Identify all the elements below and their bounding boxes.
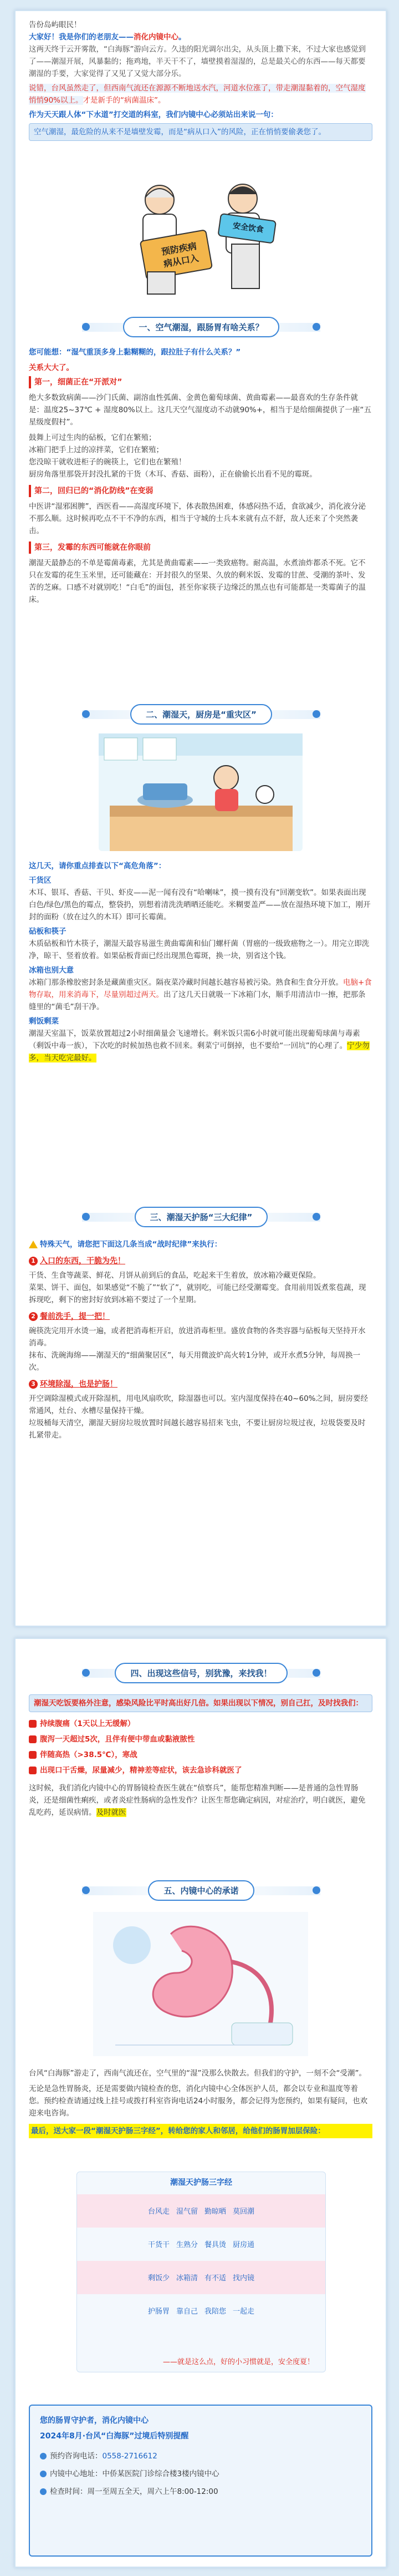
footer-line1: 您的肠胃守护者，消化内镜中心 [40,2416,149,2425]
poem-row [77,2194,325,2228]
intro-block [29,19,372,141]
number-2-icon: 2 [29,1312,38,1321]
poem-phrase: 餐具烫 [204,2241,227,2249]
greeting: 告份岛屿眼民！ [29,21,81,29]
symptom-icon [29,1767,37,1774]
section-2-title: 二、潮湿天，厨房是“重灾区” [82,702,320,726]
section-2-body [29,860,372,1064]
section-1-sub1-title: 第一，细菌正在“开派对” [29,376,372,388]
section-1-sub2-p1: 中医讲“湿邪困脾”，西医看——高湿度环境下，体表散热困难，体感闷热不适，食欲减少，消化液分泌不那么顺。这时候再吃点不干不净的东西，相当于守城的士兵本来就有点不舒，敌人还来了个突然袭击。 [29,502,366,535]
section-4-body [29,1694,372,1819]
poem-phrase: 我陪您 [204,2307,227,2316]
poem-row [77,2261,325,2294]
location-icon [40,2471,47,2477]
section-3-r3-title: 3 环境除湿，也是护肠！ [29,1378,372,1390]
symptom-2: 腹泻一天超过5次，且伴有便中带血或黏液脓性 [29,1733,372,1745]
endoscopy-illustration-svg [93,1912,308,2056]
intro-highlight-risk: 空气潮湿，最危险的从来不是墙壁发霉，而是“病从口入”的风险，正在悄悄要偷袭您了。 [29,123,372,141]
section-3-r1-p1: 干货、生食等蔬菜、鲜花、月饼从前到后的食品，吃起来干生着放，放冰箱冷藏更保险。 [29,1271,321,1280]
intro-paragraph: 这两天终于云开雾散，“白海豚”游向云方。久违的阳光调尔出尖，从头顶上撒下来，不过大家也感觉到了——潮湿开展，风暴黏的；拖鸡地，半天干不了，墙壁摸着湿湿的，总是最关心的东西——每天都要潮湿的手要，大家觉得了又见了又觉大部分乐。 [29,45,366,78]
poem-phrase: 找内镜 [233,2274,255,2283]
symptom-icon [29,1720,37,1728]
poem-block [76,2172,326,2372]
poem-rows [77,2194,325,2327]
article-card-second [14,1638,387,2568]
section-1-sub1-p3: 冰箱门把手上过的凉拌菜，它们在繁殖； [29,446,163,454]
section-3-r2-p2: 抹布、洗碗海绵——潮湿天的“细菌聚居区”，每天用微波炉高火转1分钟，或开水煮5分钟，每周换一次。 [29,1351,361,1372]
section-3-r3-p2: 垃圾桶每天清空，潮湿天厨房垃圾放置时间越长越容易招来飞虫，不要让厨房垃圾过夜，垃圾袋要及时扎紧带走。 [29,1419,366,1440]
intro-hello: 大家好！我是你们的老朋友——消化内镜中心。 [29,33,186,42]
section-3-lead: 特殊天气，请您把下面这几条当成“战时纪律”来执行： [29,1238,372,1251]
section-2-h2: 砧板和筷子 [29,927,66,936]
section-4-p1: 这时候，我们消化内镜中心的胃肠镜检查医生就在“侦察兵”，能帮您精准判断——是普通的急性胃肠炎，还是细菌性痢疾，或者炎症性肠病的急性发作？让医生帮您确定病因，对症治疗，明白就医，避免乱吃药，延误病情。及时就医 [29,1784,366,1817]
section-1-sub1-p5: 厨房角落里那袋开封没扎紧的干货（木耳、香菇、面粉），正在偷偷长出看不见的霉斑。 [29,470,317,479]
illustration-kitchen [99,733,303,851]
intro-highlight-dept: 作为天天跟人体“下水道”打交道的科室，我们内镜中心必须站出来说一句： [29,110,278,119]
article-card-main [14,10,387,1627]
phone-icon [40,2453,47,2459]
footer-phone[interactable]: 预约咨询电话：0558-2716612 [40,2450,361,2462]
poem-row [77,2294,325,2327]
number-1-icon: 1 [29,1257,38,1266]
section-3-r1-title: 1 入口的东西，干脆为先！ [29,1255,372,1267]
symptom-icon [29,1751,37,1759]
section-4-title: 四、出现这些信号，别犹豫，来找我！ [82,1661,320,1684]
footer-time: 检查时间：周一至周五全天，周六上午8:00-12:00 [40,2486,361,2498]
footer-address: 内镜中心地址：中侨某医院门诊综合楼3楼内镜中心 [40,2468,361,2480]
kitchen-illustration-svg [99,733,303,851]
poem-closing: ——就是这么点，好的小习惯就是，安全度夏！ [162,2358,314,2366]
section-1-sub1-p4: 您没晾干就收进柜子的碗筷上，它们也在繁殖！ [29,458,186,467]
section-5-title: 五、内镜中心的承诺 [82,1879,320,1902]
poem-row [77,2228,325,2261]
poem-phrase: 剩饭少 [147,2274,170,2283]
poem-phrase: 护肠胃 [147,2307,170,2316]
number-3-icon: 3 [29,1380,38,1389]
intro-highlight-humidity: 说错，台风虽然走了，但西南气流还在源源不断地送水汽，河道水位涨了，带走潮湿黏着的，空气湿度悄悄90%以上。才是新手的“病菌温床”。 [29,84,366,105]
section-1-sub1-p2: 鼓舞上可过生肉的砧板，它们在繁殖； [29,433,156,442]
section-2-h1: 干货区 [29,876,52,885]
sign-food-safety: 安全饮食 [232,221,264,235]
poem-phrase: 靠自己 [176,2307,198,2316]
poem-phrase: 勤晾晒 [204,2208,227,2216]
section-2-lead: 这几天，请你重点排查以下“高危角落”： [29,862,166,871]
illustration-doctors [121,178,287,305]
poem-phrase: 有不适 [204,2274,227,2283]
section-1-sub2-title: 第二，回归已的“消化防线”在变弱 [29,485,372,497]
section-2-p1: 木耳、银耳、香菇、干贝、虾皮——泥一闻有没有“哈喇味”，摸一摸有没有“回潮变软”。如果表面出现白色/绿色/黑色的霉点，整袋扔，别想着清洗洗晒晒还能吃。米糊要盖严——放在湿热环境下加工，刚开封的面粉（放在过久的木耳）即可长霉菌。 [29,888,371,922]
section-2-p4: 潮湿天室温下，饭菜放置超过2小时细菌量会飞速增长。剩米饭只需6小时就可能出现葡萄球菌与毒素（剩饭中毒一族），下次吃的时候加热也救不回来。剩菜宁可倒掉，也不要给“一回坑”的心理了。宁少勿多，当天吃完最好。 [29,1029,370,1062]
section-2-h3: 冰箱也别大意 [29,966,74,975]
poem-phrase: 生熟分 [176,2241,198,2249]
poem-phrase: 干货干 [147,2241,170,2249]
section-3-r1-p2: 菜果、饼干、面包，如果感觉“不脆了”“软了”，就别吃，可能已经受潮霉变。食用前用饭煮浆苞蔬，现拆现吃，剩下的密封好放到冰箱不要过了一个星期。 [29,1283,366,1304]
section-2-p3: 冰箱门那条橡胶密封条是藏菌重灾区。隔夜菜冷藏时间越长越容易被污染。熟食和生食分开放。电脑+食物存取，用来消毒下，尽量别超过两天。出了这几天日就吸一下冰箱门水，顺手用清洁巾一擦，把那条缝里的“菌毛”刮干净。 [29,978,372,1011]
poem-phrase: 一起走 [233,2307,255,2316]
poem-phrase: 冰箱清 [176,2274,198,2283]
footer-line2: 2024年8月·台风“白海豚”过境后特别提醒 [40,2432,189,2441]
section-4-lead: 潮湿天吃饭要格外注意，感染风险比平时高出好几倍。如果出现以下情况，别自己扛，及时找我们： [29,1694,372,1712]
section-5-p1: 台风“白海豚”游走了，西南气流还在，空气里的“湿”没那么快散去。但我们的守护，一刻不会“受潮”。 [29,2069,366,2078]
section-1-sub1-p1: 绝大多数致病菌——沙门氏菌、副溶血性弧菌、金黄色葡萄球菌、黄曲霉素——最喜欢的生存条件就是：温度25~37℃ + 湿度80%以上。这几天空气湿度动不动就90%+，相当于是给细菌提供了一座“五星级度假村”。 [29,393,372,427]
illustration-endoscopy [93,1912,308,2056]
section-3-r2-p1: 碗筷洗完用开水烫一遍，或者把消毒柜开启，放进消毒柜里。盛放食物的各类容器与砧板每天坚持开水消毒。 [29,1327,366,1348]
section-2-p2: 木质砧板和竹木筷子，潮湿天最容易滋生黄曲霉菌和仙门螺杆菌（胃癌的一级致癌物之一）。用完立即洗净，晾干、竖着放着。如果砧板背面已经出现黑色霉斑，换一块，别省这个钱。 [29,939,370,960]
footer-box [29,2405,372,2557]
symptom-1: 持续腹痛（1天以上无缓解） [29,1718,372,1730]
section-3-r3-p1: 开空调除湿模式或开除湿机，用电风扇吹吹，除湿器也可以。室内湿度保持在40~60%之间，厨房要经常通风，灶台、水槽尽量保持干燥。 [29,1394,368,1415]
section-5-p2: 无论是急性胃肠炎，还是需要做内镜检查的您，消化内镜中心全体医护人员，都会以专业和温度等着您。预约检查请通过线上挂号或拨打科室咨询电话24小时服务，都会记得为您预约，如果有疑问，也欢迎来电咨询。 [29,2084,368,2118]
section-1-title: 一、空气潮湿，跟肠胃有啥关系？ [82,315,320,338]
section-5-callout: 最后，送大家一段“潮湿天护肠三字经”，转给您的家人和邻居，给他们的肠胃加层保险： [29,2124,372,2138]
clock-icon [40,2488,47,2495]
warning-icon [29,1241,38,1248]
poem-phrase: 厨房通 [233,2241,255,2249]
section-1-answer: 关系大大了。 [29,363,74,372]
poem-title: 潮湿天护肠三字经 [170,2178,232,2187]
poem-phrase: 台风走 [147,2208,170,2216]
section-1-body [29,346,372,606]
section-3-body [29,1238,372,1441]
section-3-r2-title: 2 餐前洗手，提一把！ [29,1310,372,1323]
section-1-sub3-p1: 潮湿天最静态的不单是霉菌毒素，尤其是黄曲霉素——一类致癌物。耐高温，水煮油炸都杀不死。它不只在发霉的花生玉米里，还可能藏在：开封很久的坚果、久放的剩米饭、发霉的甘蔗、受潮的茶叶、发苦的芝麻。口感不对就别吃！“白毛”的面包，甚至你家筷子边缘泛的黑点也有可能都是一类霉菌子的温床。 [29,559,366,604]
poem-phrase: 莫回潮 [233,2208,255,2216]
section-3-title: 三、潮湿天护肠“三大纪律” [82,1205,320,1228]
section-5-body [29,2067,372,2138]
symptom-4: 出现口干舌燥，尿量减少，精神差等症状，该去急诊科就医了 [29,1764,372,1777]
section-1-question: 您可能想：“湿气重顶多身上黏糊糊的，跟拉肚子有什么关系？” [29,348,241,357]
section-1-sub3-title: 第三，发霉的东西可能就在你眼前 [29,541,372,554]
sign-prevent-disease: 预防疾病 病从口入 [160,240,200,270]
symptom-3: 伴随高热（>38.5℃），寒战 [29,1749,372,1761]
section-2-h4: 剩饭剩菜 [29,1017,59,1026]
poem-phrase: 湿气留 [176,2208,198,2216]
symptom-icon [29,1735,37,1743]
